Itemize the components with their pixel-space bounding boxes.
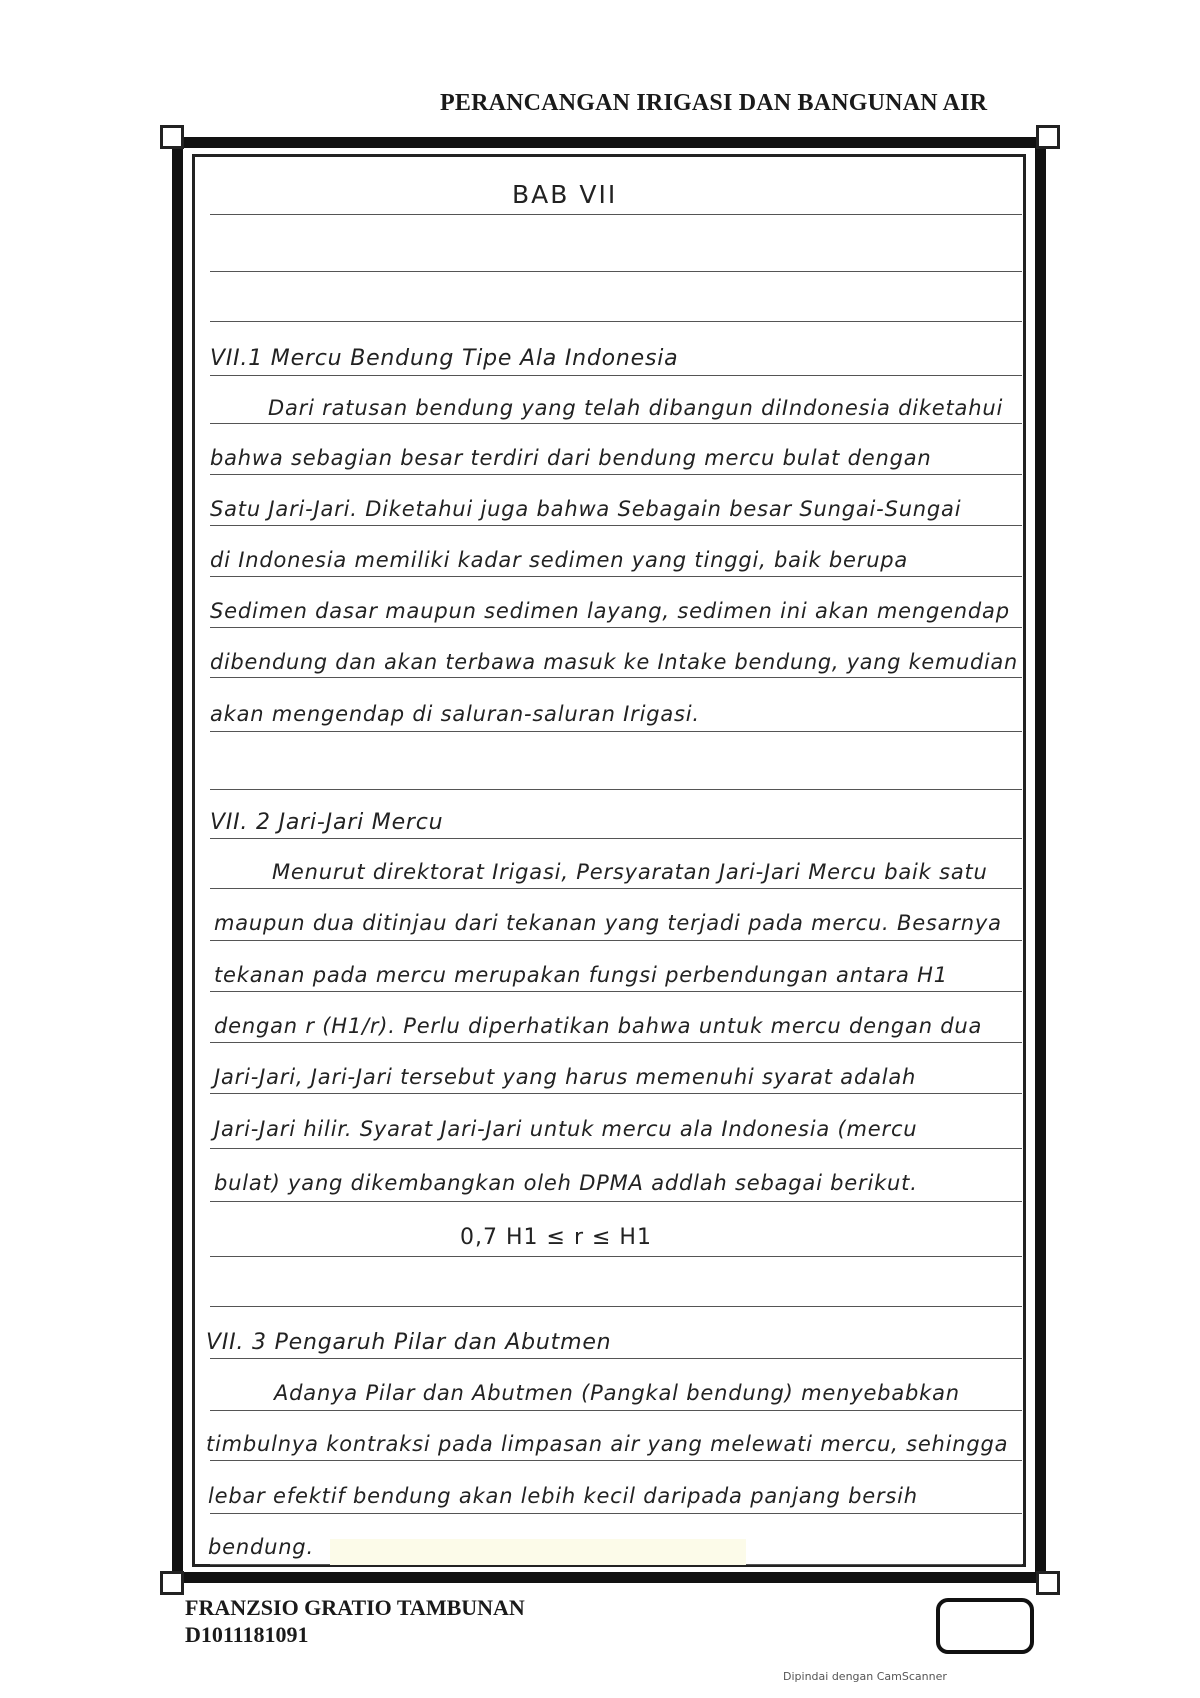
paragraph-line: Satu Jari-Jari. Diketahui juga bahwa Sebagain besar Sungai-Sungai — [210, 497, 962, 521]
section-heading: VII.1 Mercu Bendung Tipe Ala Indonesia — [210, 346, 679, 371]
border-corner-top-left — [160, 125, 184, 149]
ruled-line — [210, 627, 1022, 628]
border-corner-bottom-left — [160, 1571, 184, 1595]
chapter-title: BAB VII — [512, 180, 618, 209]
ruled-line — [210, 1460, 1022, 1461]
paragraph-line: bahwa sebagian besar terdiri dari bendung mercu bulat dengan — [210, 446, 932, 470]
ruled-line — [210, 1042, 1022, 1043]
paragraph-line: lebar efektif bendung akan lebih kecil daripada panjang bersih — [208, 1484, 918, 1508]
paragraph-line: Jari-Jari hilir. Syarat Jari-Jari untuk mercu ala Indonesia (mercu — [214, 1117, 918, 1141]
paragraph-line: bulat) yang dikembangkan oleh DPMA addlah sebagai berikut. — [214, 1171, 918, 1195]
ruled-line — [210, 1306, 1022, 1307]
paragraph-line: di Indonesia memiliki kadar sedimen yang tinggi, baik berupa — [210, 548, 909, 572]
ruled-line — [210, 838, 1022, 839]
ruled-line — [210, 1148, 1022, 1149]
ruled-line — [210, 1201, 1022, 1202]
paragraph-line: dengan r (H1/r). Perlu diperhatikan bahwa untuk mercu dengan dua — [214, 1014, 983, 1038]
page-header-title: PERANCANGAN IRIGASI DAN BANGUNAN AIR — [440, 90, 988, 116]
border-corner-bottom-right — [1036, 1571, 1060, 1595]
ruled-line — [210, 474, 1022, 475]
author-name: FRANZSIO GRATIO TAMBUNAN — [185, 1595, 525, 1620]
ruled-line — [210, 214, 1022, 215]
ruled-line — [210, 940, 1022, 941]
paragraph-line: Menurut direktorat Irigasi, Persyaratan Jari-Jari Mercu baik satu — [272, 860, 988, 884]
section-heading: VII. 2 Jari-Jari Mercu — [210, 810, 444, 835]
ruled-line — [210, 271, 1022, 272]
ruled-line — [210, 321, 1022, 322]
ruled-line — [210, 1093, 1022, 1094]
paragraph-line: bendung. — [208, 1535, 314, 1559]
paragraph-line: Dari ratusan bendung yang telah dibangun diIndonesia diketahui — [268, 396, 1004, 420]
ruled-line — [210, 525, 1022, 526]
grade-box — [936, 1598, 1034, 1654]
section-heading: VII. 3 Pengaruh Pilar dan Abutmen — [206, 1330, 612, 1355]
ruled-line — [210, 1410, 1022, 1411]
paragraph-line: Sedimen dasar maupun sedimen layang, sedimen ini akan mengendap — [210, 599, 1010, 623]
ruled-line — [210, 731, 1022, 732]
paragraph-line: Adanya Pilar dan Abutmen (Pangkal bendung) menyebabkan — [274, 1381, 960, 1405]
ruled-line — [210, 888, 1022, 889]
border-corner-top-right — [1036, 125, 1060, 149]
paragraph-line: tekanan pada mercu merupakan fungsi perbendungan antara H1 — [214, 963, 948, 987]
ruled-line — [210, 991, 1022, 992]
ruled-line — [210, 1513, 1022, 1514]
highlight-strip — [330, 1539, 746, 1565]
ruled-line — [210, 423, 1022, 424]
ruled-line — [210, 1358, 1022, 1359]
author-id: D1011181091 — [185, 1622, 309, 1647]
ruled-line — [210, 576, 1022, 577]
ruled-line — [210, 789, 1022, 790]
scanner-watermark: Dipindai dengan CamScanner — [783, 1670, 947, 1683]
formula: 0,7 H1 ≤ r ≤ H1 — [460, 1225, 652, 1250]
paragraph-line: timbulnya kontraksi pada limpasan air yang melewati mercu, sehingga — [206, 1432, 1009, 1456]
paragraph-line: Jari-Jari, Jari-Jari tersebut yang harus memenuhi syarat adalah — [214, 1065, 917, 1089]
paragraph-line: maupun dua ditinjau dari tekanan yang terjadi pada mercu. Besarnya — [214, 911, 1002, 935]
paragraph-line: akan mengendap di saluran-saluran Irigasi. — [210, 702, 700, 726]
ruled-line — [210, 677, 1022, 678]
ruled-line — [210, 375, 1022, 376]
ruled-line — [210, 1256, 1022, 1257]
paragraph-line: dibendung dan akan terbawa masuk ke Intake bendung, yang kemudian — [210, 650, 1018, 674]
